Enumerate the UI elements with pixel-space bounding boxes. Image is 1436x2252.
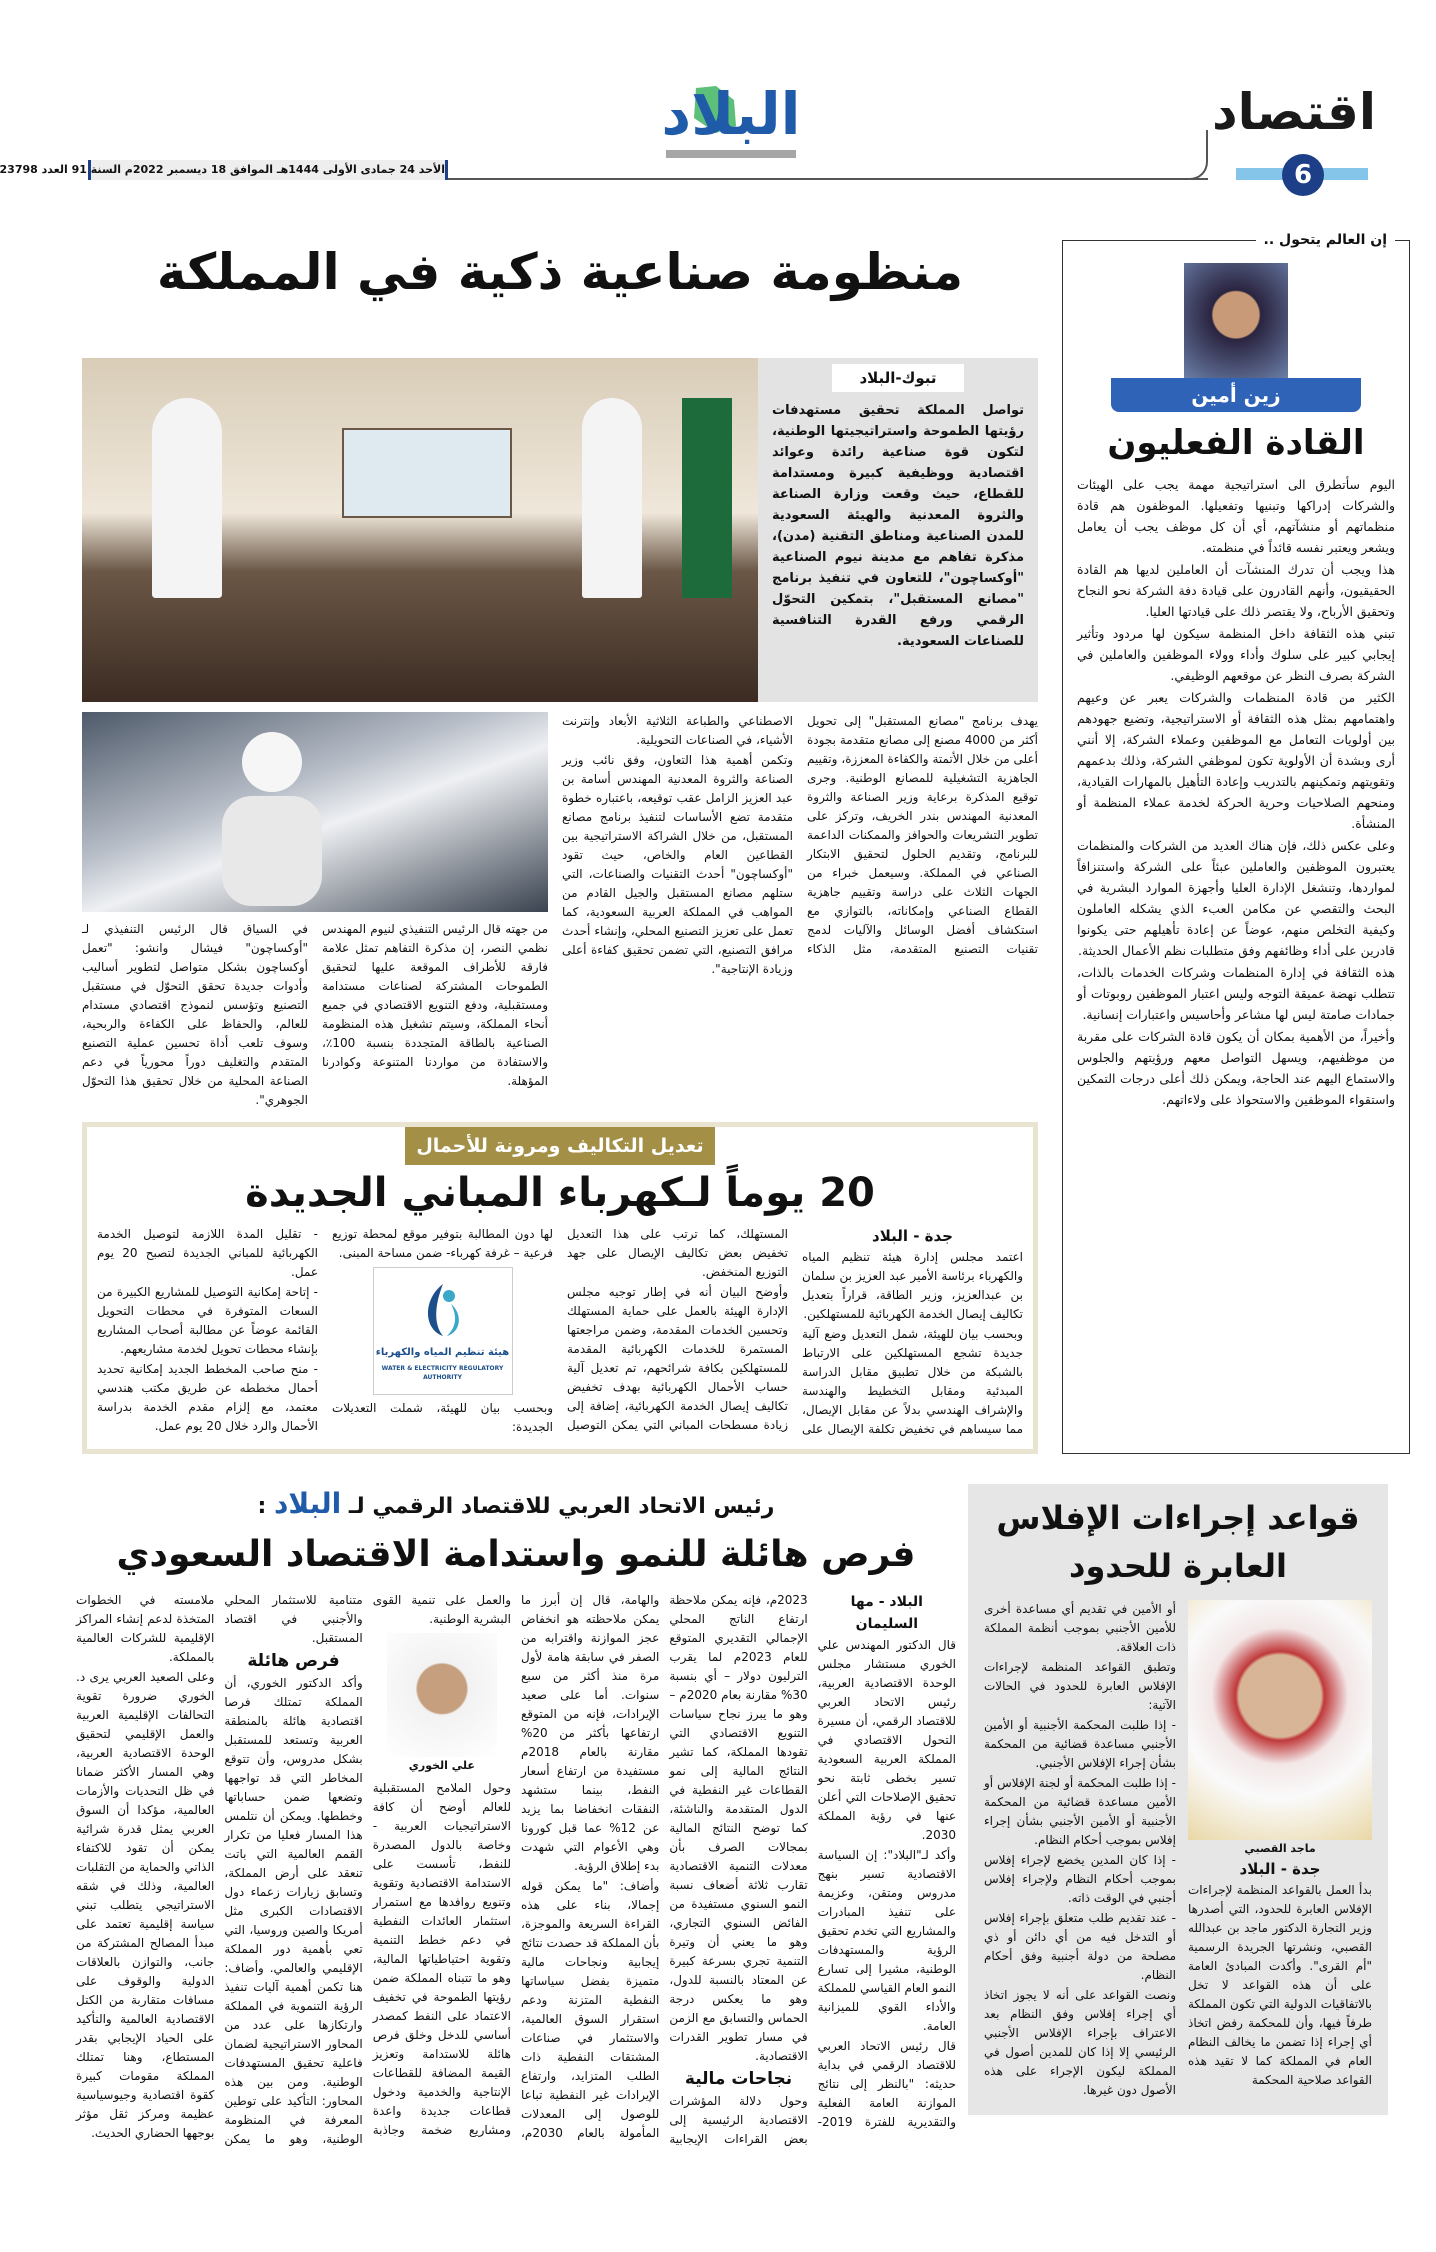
kicker-text: رئيس الاتحاد العربي للاقتصاد الرقمي لـ	[348, 1494, 775, 1519]
bankruptcy-dateline: جدة - البلاد	[1239, 1860, 1321, 1878]
bottom-section	[16, 1484, 1436, 2149]
banner	[582, 398, 642, 598]
majid-alqasabi-photo	[1188, 1600, 1372, 1840]
signing-ceremony-photo	[82, 358, 758, 702]
electricity-body	[97, 1225, 1023, 1439]
electricity-kicker: تعديل التكاليف ومرونة للأحمال	[405, 1127, 715, 1165]
paragraph: ونصت القواعد على أنه لا يجوز اتخاذ أي إجراء إفلاس وفق النظام بعد الاعتراف بإجراء الإفلاس الأجنبي الرئيسي إلا إذا كان للمدين أصول في المملكة ليكون الإجراء على هذه الأصول دون غيرها.	[984, 1988, 1176, 2097]
digital-article	[76, 1484, 956, 2149]
paragraph: وأكد لـ"البلاد": إن السياسة الاقتصادية تسير بنهج مدروس ومتقن، وعزيمة على تنفيذ المبادرات والمشاريع التي تخدم تحقيق الرؤية والمستهدفات الوطنية، مشيرا إلى تسارع النمو العام القياسي للمملكة والأداء القوي للميزانية العامة.	[817, 1848, 956, 2033]
header-rule-curve	[1186, 130, 1208, 180]
saudi-flag	[682, 398, 732, 598]
paragraph: وعلى الصعيد العربي يرى د. الخوري ضرورة تقوية التحالفات الإقليمية العربية والعمل الإقليمي لتحقيق الوحدة الاقتصادية العربية، وهي المسار الأكثر ضمانا في ظل التحديات والأزمات العالمية، مؤكدا أن السوق العربي يمثل قدرة شرائية يمكن أن تقود للاكتفاء الذاتي والحماية من التقلبات العالمية، وذلك في شقه الاستراتيجي يتطلب تبني سياسة إقليمية تعتمد على مبدأ المصالح المشتركة من جانب، والتوازن بالعلاقات الدولية والوقوف على مسافات متقاربة من الكتل الاقتصادية العالمية والتأكيد على الحياد الإيجابي بقدر المستطاع، وهنا تمتلك المملكة مقومات كبيرة كقوة اقتصادية وجيوسياسية عظيمة ومركز ثقل مؤثر بوجهها الحضاري الحديث.	[76, 1670, 215, 2140]
robot-body	[222, 796, 322, 906]
main-body-row	[82, 712, 1038, 1110]
majid-alqasabi-caption: ماجد القصبي	[1244, 1842, 1316, 1855]
wera-logo-english: WATER & ELECTRICITY REGULATORY AUTHORITY	[381, 1365, 504, 1381]
paragraph: - إتاحة إمكانية التوصيل للمشاريع الكبيرة من السعات المتوفرة في محطات التحويل القائمة عوضاً عن مطالبة أصحاب المشاريع بإنشاء محطات تحويل لخدمة مشاريعهم.	[97, 1285, 318, 1356]
column-kicker: إن العالم يتحول ..	[1256, 229, 1395, 251]
bankruptcy-lead	[1188, 1858, 1372, 2090]
paragraph: قال الدكتور المهندس علي الخوري مستشار مجلس الوحدة الاقتصادية العربية، رئيس الاتحاد العربي للاقتصاد الرقمي، أن مسيرة التحول الاقتصادي في المملكة العربية السعودية تسير بخطى ثابتة نحو تحقيق الإصلاحات التي أعلن عنها في رؤية المملكة 2030.	[817, 1638, 956, 1842]
electricity-dateline: جدة - البلاد	[872, 1227, 953, 1245]
paragraph: وحول دلالة المؤشرات الاقتصادية الرئيسية إلى بعض القراءات الإيجابية والهامة، قال إن أبرز ما يمكن ملاحظته هو انخفاض عجز الموازنة واقترابه من الصفر في سابقة هامة لأول مرة منذ أكثر من سبع سنوات. أما على صعيد الإيرادات، فإنه من المتوقع ارتفاعها بأكثر من 20% مقارنة بالعام 2018م مستفيدة من ارتفاع أسعار النفط، بينما ستشهد النفقات انخفاضا بما يزيد عن 12% عما قبل كورونا وهي الأعوام التي شهدت بدء إطلاق الرؤية.	[521, 1593, 808, 2146]
paragraph: هذا ويجب أن تدرك المنشآت أن العاملين لديها هم القادة الحقيقيون، وأنهم القادرون على قيادة دفة الشركة نحو النجاح وتحقيق الأرباح، ولا يقتصر ذلك على قيادتها العليا.	[1077, 562, 1395, 619]
bankruptcy-body	[984, 1600, 1176, 2101]
paragraph: وبحسب بيان للهيئة، شمل التعديل وضع آلية جديدة تشجع المستهلكين على الارتباط بالشبكة من خلال تطبيق مقابل الدراسة المبدئية ومقابل التخطيط والهندسة والإشراف الهندسي بدلاً عن مقابل الإيصال، مما سيساهم في تخفيض تكلفة الإيصال على المستهلك، كما ترتب على هذا التعديل تخفيض بعض تكاليف الإيصال على جهد التوزيع المنخفض.	[567, 1227, 1023, 1436]
bankruptcy-headline: قواعد إجراءات الإفلاس العابرة للحدود	[996, 1499, 1360, 1585]
main-body-continued	[82, 920, 548, 1110]
digital-byline: البلاد - مها السليمان	[850, 1594, 923, 1632]
paragraph: وحول الملامح المستقبلية للعالم أوضح أن كافة الاستراتيجيات العربية - وخاصة بالدول المصدرة للنفط، تأسست على الاستدامة الاقتصادية وتقوية وتنويع روافدها مع استمرار استثمار العائدات النفطية في دعم خطط التنمية وتقوية احتياطياتها المالية، وهو ما تتبناه المملكة ضمن رؤيتها الطموحة في تخفيف الاعتماد على النفط كمصدر أساسي للدخل وخلق فرص هائلة للاستدامة وتعزيز القيمة المضافة للقطاعات الإنتاجية والخدمية ودخول قطاعات جديدة واعدة ومشاريع ضخمة وجاذبة متنامية للاستثمار المحلي والأجنبي في اقتصاد المستقبل.	[224, 1593, 512, 2137]
main-lead: تواصل المملكة تحقيق مستهدفات رؤيتها الطموحة واستراتيجيتها الوطنية، لتكون قوة صناعية رائدة وعوائد اقتصادية ووظيفية كبيرة ومستدامة للقطاع، حيث وقعت وزارة الصناعة والثروة المعدنية والهيئة السعودية للمدن الصناعية ومناطق التقنية (مدن)، مذكرة تفاهم مع مدينة نيوم الصناعية "أوكساچون"، للتعاون في تنفيذ برنامج "مصانع المستقبل"، بتمكين التحوّل الرقمي ورفع القدرة التنافسية للصناعات السعودية.	[772, 403, 1024, 649]
column-body	[1077, 474, 1395, 1110]
subhead-opportunities: فرص هائلة	[247, 1651, 340, 1671]
paragraph: - تقليل المدة اللازمة لتوصيل الخدمة الكهربائية للمباني الجديدة لتصبح 20 يوم عمل.	[97, 1227, 318, 1279]
screen	[342, 428, 512, 518]
bankruptcy-article	[968, 1484, 1388, 2115]
robot-head	[242, 732, 302, 792]
electricity-headline: 20 يوماً لـكهرباء المباني الجديدة	[245, 1170, 875, 1216]
paragraph: أو الأمين في تقديم أي مساعدة أخرى للأمين الأجنبي بموجب أنظمة المملكة ذات العلاقة.	[984, 1602, 1176, 1654]
logo-text: البلاد	[661, 80, 801, 148]
top-section	[16, 232, 1436, 1454]
opinion-column	[1062, 232, 1410, 1454]
paragraph: - إذا كان المدين يخضع لإجراء إفلاس بموجب أحكام النظام ولإجراء إفلاس أجنبي في الوقت ذاته.	[984, 1853, 1176, 1905]
kicker-colon: :	[257, 1494, 267, 1519]
banner	[152, 398, 222, 598]
paragraph: وأضاف: "ما يمكن قوله إجمالا، بناء على هذه القراءة السريعة والموجزة، بأن المملكة قد حصدت نتائج إيجابية ونجاحات مالية متميزة بفضل سياساتها النفطية المتزنة ودعم استقرار السوق العالمية، والاستثمار في صناعات المشتقات النفطية ذات الطلب المتزايد، وارتفاع الإيرادات غير النفطية تباعا للوصول إلى المعدلات المأمولة بالعام 2030م، والعمل على تنمية القوى البشرية الوطنية.	[372, 1593, 660, 2140]
paragraph: قال رئيس الاتحاد العربي للاقتصاد الرقمي في بداية حديثه: "بالنظر إلى نتائج الموازنة العامة الفعلية والتقديرية للفترة 2019-2023م، فإنه يمكن ملاحظة ارتفاع الناتج المحلي الإجمالي التقديري المتوقع للعام 2023م لما يقرب الترليون دولار – أي بنسبة 30% مقارنة بعام 2020م – وهو ما يبرز نجاح سياسات التنويع الاقتصادي التي تقودها المملكة، كما تشير النتائج المالية إلى نمو القطاعات غير النفطية في الدول المتقدمة والناشئة، كما توضح النتائج المالية بمجالات الصرف بأن معدلات التنمية الاقتصادية تقارب ثلاثة أضعاف نسبة النمو السنوي مستفيدة من الفائض السنوي التجاري، وهو ما يعني أن وتيرة التنمية تجري بسرعة كبيرة عن المعتاد بالنسبة للدول، وهو ما يعكس درجة الحماس والتسابق مع الزمن في مسار تطوير القدرات الاقتصادية.	[669, 1593, 956, 2129]
author-photo	[1184, 263, 1288, 378]
logo-underbar	[666, 150, 796, 158]
paragraph: وتطبق القواعد المنظمة لإجراءات الإفلاس العابرة للحدود في الحالات الآتية:	[984, 1660, 1176, 1712]
author-name: زين أمين	[1111, 378, 1361, 412]
paragraph: وتكمن أهمية هذا التعاون، وفق نائب وزير الصناعة والثروة المعدنية المهندس أسامة بن عبد العزيز الزامل عقب توقيعه، باعتباره خطوة متقدمة تضع الأساسات لتنفيذ برنامج مصانع المستقبل، من خلال الشراكة الاستراتيجية بين القطاعين العام والخاص، حيث تقود "أوكساچون" أحدث التقنيات والصناعات، التي ستلهم مصانع المستقبل والجيل القادم من المواهب في المملكة العربية السعودية، كما تعمل على تعزيز التصنيع المحلي، وإنشاء أحدث مرافق التصنيع، التي تضمن تحقيق كفاءة أعلى وزيادة الإنتاجية".	[562, 753, 793, 976]
paragraph: وعلى عكس ذلك، فإن هناك العديد من الشركات والمنظمات يعتبرون الموظفين والعاملين عبئاً على الشركة واستنزافاً لمواردها، وتنشغل الإدارة العليا وأجهزة الموارد البشرية في البحث والتقصي عن مكامن العبء الذي يشكله العاملون وكيفية التخلص منهم، عوضاً عن إعادة تأهيلهم حتى يكونوا قادرين على أداء وظائفهم وفق متطلبات نظم الأعمال الحديثة.	[1077, 838, 1395, 958]
ali-alkhoury-figure	[387, 1633, 497, 1775]
digital-kicker	[76, 1484, 956, 1527]
bankruptcy-row	[984, 1600, 1372, 2101]
paragraph: يهدف برنامج "مصانع المستقبل" إلى تحويل أكثر من 4000 مصنع إلى مصانع متقدمة بجودة أعلى من خلال الأتمتة والكفاءة المعززة، وتقييم الجاهزية التشغيلية للمصانع الوطنية. وجرى توقيع المذكرة برعاية وزير الصناعة والثروة المعدنية المهندس بندر الخريف، وتركز على تطوير التشريعات والحوافز والممكنات الداعمة للبرنامج، وتقديم الحلول لتحقيق الابتكار الصناعي في المملكة. وسيعمل خبراء من الجهات الثلاث على دراسة وتقييم جاهزية القطاع الصناعي وإمكاناته، بالتوازي مع استكشاف أفضل الوسائل والآليات لدمج تقنيات التصنيع المتقدمة، مثل الذكاء الاصطناعي والطباعة الثلاثية الأبعاد وإنترنت الأشياء، في الصناعات التحويلية.	[562, 714, 1038, 956]
wera-logo	[373, 1267, 513, 1395]
main-dateline: تبوك-البلاد	[832, 364, 964, 392]
main-body	[562, 712, 1038, 1110]
main-photo-row	[82, 358, 1038, 702]
subhead-financial: نجاحات مالية	[684, 2069, 793, 2089]
paragraph: - إذا طلبت المحكمة الأجنبية أو الأمين الأجنبي مساعدة قضائية من المحكمة بشأن إجراء الإفلاس الأجنبي.	[984, 1718, 1176, 1770]
robot-factory-photo	[82, 712, 548, 912]
paragraph: - منح صاحب المخطط الجديد إمكانية تحديد أحمال مخططه عن طريق مكتب هندسي معتمد، مع إلزام مقدم الخدمة بدراسة الأحمال والرد خلال 20 يوم عمل.	[97, 1362, 318, 1433]
paragraph: وأوضح البيان أنه في إطار توجيه مجلس الإدارة الهيئة بالعمل على حماية المستهلك وتحسين الخدمات المقدمة، وضمن مراجعتها المستمرة للخدمات الكهربائية المقدمة للمستهلكين بكافة شرائحهم، تم تعديل آلية حساب الأحمال الكهربائية بهدف تخفيض تكاليف إيصال الخدمة الكهربائية، إضافة إلى زيادة مسطحات المباني التي يمكن التوصيل لها دون المطالبة بتوفير موقع لمحطة توزيع فرعية – غرفة كهرباء- ضمن مساحة المبنى.	[332, 1227, 788, 1432]
main-headline: منظومة صناعية ذكية في المملكة	[156, 243, 964, 301]
paragraph: في السياق قال الرئيس التنفيذي لـ "أوكساچون" فيشال وانشو: "تعمل أوكساچون بشكل متواصل لتطوير أساليب وأدوات جديدة تحقق التحوّل في مستقبل التصنيع وتؤسس لنموذج اقتصادي مستدام للعالم، والحفاظ على الكفاءة والربحية، وسوف تلعب أداة تحسين عملية التصنيع المتقدم والتغليف دوراً محورياً في دعم الصناعة المحلية من خلال تحقيق هذا التحوّل الجوهري".	[82, 922, 308, 1107]
paragraph: وبحسب بيان للهيئة، شملت التعديلات الجديدة:	[332, 1401, 553, 1434]
paragraph: تبني هذه الثقافة داخل المنظمة سيكون لها مردود وتأثير إيجابي كبير على سلوك وأداء وولاء الموظفين والعاملين في الشركة بصرف النظر عن موقعهم الوظيفي.	[1077, 626, 1395, 683]
paragraph: الكثير من قادة المنظمات والشركات يعبر عن وعيهم واهتمامهم بمثل هذه الثقافة أو الاستراتيجية، وتضيع جهودهم بين أولويات التعامل مع الموظفين وعملاء الشركة، إلا أنني أرى وبشدة أن الأولوية تكون لموظفي الشركة، وذلك بدعمهم وتقويتهم وتمكينهم بالتدريب وإعادة التأهيل بالمهارات القيادية، ومنحهم الصلاحيات وحرية الحركة لخدمة عملاء المنظمة أو المنشأة.	[1077, 690, 1395, 831]
wera-logo-mark-icon	[413, 1274, 473, 1340]
newspaper-logo	[656, 78, 806, 158]
paragraph: من جهته قال الرئيس التنفيذي لنيوم المهندس نظمي النصر، إن مذكرة التفاهم تمثل علامة فارقة للأطراف الموقعة عليها لتحقيق الطموحات المشتركة لصناعات مستدامة ومستقبلية، ودفع التنويع الاقتصادي في جميع أنحاء المملكة، وسيتم تشغيل هذه المنظومة الصناعية بالطاقة المتجددة بنسبة 100٪، والاستفادة من مواردنا المتنوعة وكوادرنا المؤهلة.	[322, 922, 548, 1088]
paragraph: وأكد الدكتور الخوري، أن المملكة تمتلك فرصا اقتصادية هائلة بالمنطقة العربية وتستعد للمستقبل بشكل مدروس، وأن تتوقع المخاطر التي قد تواجهها وتضعها ضمن حساباتها وخططها. ويمكن أن نتلمس هذا المسار فعليا من تكرار القمم العالمية التي باتت تنعقد على أرض المملكة، وتسابق زيارات زعماء دول الاقتصادات الكبرى مثل أمريكا والصين وروسيا، التي تعي بأهمية دور المملكة الإقليمي والعالمي. وأضاف: هنا تكمن أهمية آليات تنفيذ الرؤية التنموية في المملكة وارتكازها على عدد من المحاور الاستراتيجية لضمان فاعلية تحقيق المستهدفات الوطنية. ومن بين هذه المحاور: التأكيد على توطين المعرفة في المنظومة الوطنية، وهو ما يمكن ملامسته في الخطوات المتخذة لدعم إنشاء المراكز الإقليمية للشركات العالمية بالمملكة.	[76, 1593, 363, 2146]
main-body-left	[82, 712, 548, 1110]
electricity-article	[82, 1122, 1038, 1454]
column-title: القادة الفعليون	[1107, 423, 1365, 463]
wera-logo-arabic: هيئة تنظيم المياه والكهرباء	[375, 1347, 510, 1358]
header-rule	[448, 178, 1208, 180]
paragraph: اعتمد مجلس إدارة هيئة تنظيم المياه والكهرباء برئاسة الأمير عبد العزيز بن سلمان بن عبدالعزيز، وزير الطاقة، قراراً بتعديل تكاليف إيصال الخدمة الكهربائية للمستهلكين.	[802, 1250, 1023, 1321]
kicker-logo: البلاد	[274, 1487, 342, 1520]
paragraph: وأخيراً، من الأهمية بمكان أن يكون قادة الشركات على مقربة من موظفيهم، ويسهل التواصل معهم ورؤيتهم والجلوس والاستماع اليهم عند الحاجة، ويمكن ذلك أعلى درجات التمكين واستقواء الموظفين والاستحواذ على ولاءاتهم.	[1077, 1029, 1395, 1107]
main-lead-box	[758, 358, 1038, 702]
section-title: اقتصاد	[1212, 83, 1376, 141]
paragraph: - إذا طلبت المحكمة أو لجنة الإفلاس أو الأمين مساعدة قضائية من المحكمة الأجنبية أو الأمين الأجنبي بشأن إجراء إفلاس بموجب أحكام النظام.	[984, 1776, 1176, 1847]
paragraph: بدأ العمل بالقواعد المنظمة لإجراءات الإفلاس العابرة للحدود، التي أصدرها وزير التجارة الدكتور ماجد بن عبدالله القصبي، ونشرتها الجريدة الرسمية "أم القرى". وأكدت المبادئ العامة على أن هذه القواعد لا تخل بالاتفاقيات الدولية التي تكون المملكة طرفاً فيها، وأن للمحكمة رفض اتخاذ أي إجراء إذا تضمن ما يخالف النظام العام في المملكة كما لا تقيد هذه القواعد صلاحية المحكمة	[1188, 1883, 1372, 2087]
masthead	[0, 0, 1436, 232]
paragraph: - عند تقديم طلب متعلق بإجراء إفلاس أو التدخل فيه من أي دائن أو ذي مصلحة من دولة أجنبية وفق أحكام النظام.	[984, 1911, 1176, 1982]
ali-alkhoury-caption: علي الخوري	[408, 1759, 475, 1772]
paragraph: اليوم سأتطرق الى استراتيجية مهمة يجب على الهيئات والشركات إدراكها وتبنيها وتفعيلها. الموظفون هم قادة منظماتهم أو منشآتهم، أي أن كل موظف يجب أن يعامل ويشعر ويعتبر نفسه قائداً في منظمته.	[1077, 477, 1395, 555]
main-area	[82, 232, 1038, 1454]
page-number: 6	[1282, 154, 1324, 196]
ali-alkhoury-photo	[387, 1633, 497, 1757]
bankruptcy-photo-col	[1188, 1600, 1372, 2101]
issue-dateline: الأحد 24 جمادى الأولى 1444هـ الموافق 18 ديسمبر 2022م السنة 91 العدد 23798	[88, 160, 448, 180]
digital-headline: فرص هائلة للنمو واستدامة الاقتصاد السعودي	[116, 1534, 916, 1575]
digital-body	[76, 1591, 956, 2149]
paragraph: هذه الثقافة في إدارة المنظمات وشركات الخدمات بالذات، تتطلب نهضة عميقة التوجه وليس اعتبار الموظفين روبوتات أو جمادات صامتة ليس لها مشاعر وأحاسيس واعتبارات إنسانية.	[1077, 965, 1395, 1022]
